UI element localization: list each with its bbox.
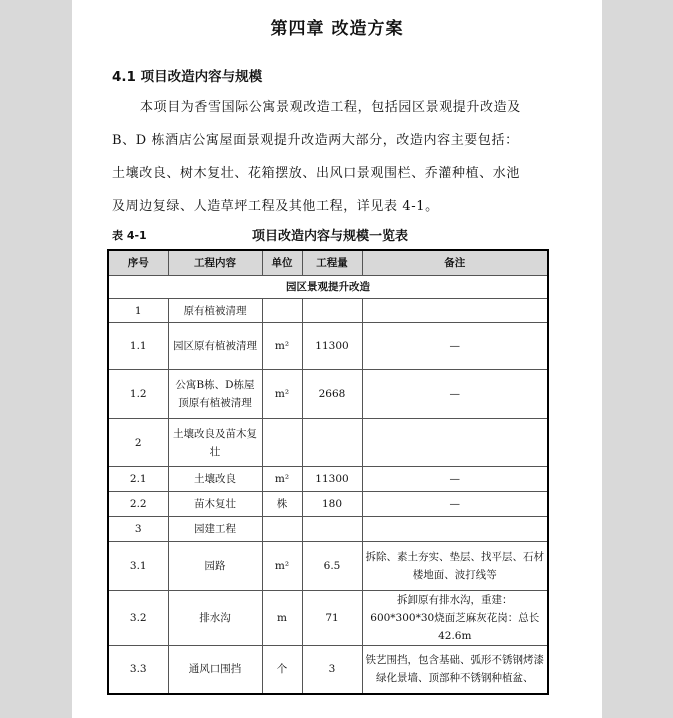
cell-no: 3 (108, 517, 168, 542)
cell-note: — (362, 323, 548, 370)
cell-qty: 180 (302, 492, 362, 517)
header-content: 工程内容 (168, 250, 262, 276)
cell-qty: 71 (302, 591, 362, 646)
cell-note: 拆除、素土夯实、垫层、找平层、石材楼地面、波打线等 (362, 542, 548, 591)
table-title: 项目改造内容与规模一览表 (252, 229, 409, 244)
table-row (108, 370, 548, 419)
cell-unit: 株 (262, 492, 302, 517)
table-row (108, 542, 548, 591)
cell-unit: m² (262, 542, 302, 591)
cell-content: 土壤改良及苗木复壮 (168, 419, 262, 467)
table-group-row (108, 276, 548, 299)
cell-unit: m² (262, 467, 302, 492)
cell-unit: 个 (262, 646, 302, 694)
table-header-row (108, 250, 548, 276)
cell-note: — (362, 492, 548, 517)
cell-unit (262, 419, 302, 467)
cell-no: 3.1 (108, 542, 168, 591)
cell-content: 苗木复壮 (168, 492, 262, 517)
table-row (108, 591, 548, 646)
cell-content: 园区原有植被清理 (168, 323, 262, 370)
cell-no: 3.3 (108, 646, 168, 694)
table-number: 表 4-1 (112, 229, 147, 242)
cell-qty (302, 517, 362, 542)
cell-note (362, 299, 548, 323)
cell-note (362, 517, 548, 542)
table-row (108, 467, 548, 492)
cell-unit: m² (262, 370, 302, 419)
cell-content: 通风口围挡 (168, 646, 262, 694)
cell-no: 3.2 (108, 591, 168, 646)
header-no: 序号 (108, 250, 168, 276)
cell-no: 2 (108, 419, 168, 467)
cell-no: 1.1 (108, 323, 168, 370)
cell-note: — (362, 370, 548, 419)
cell-unit (262, 517, 302, 542)
cell-unit: m² (262, 323, 302, 370)
section-title: 4.1 项目改造内容与规模 (112, 69, 263, 85)
cell-qty: 6.5 (302, 542, 362, 591)
cell-no: 1.2 (108, 370, 168, 419)
table-row (108, 299, 548, 323)
cell-unit: m (262, 591, 302, 646)
cell-no: 1 (108, 299, 168, 323)
cell-content: 园路 (168, 542, 262, 591)
table-row (108, 323, 548, 370)
table-row (108, 492, 548, 517)
cell-qty: 3 (302, 646, 362, 694)
cell-qty (302, 299, 362, 323)
paragraph-line: 本项目为香雪国际公寓景观改造工程，包括园区景观提升改造及 (140, 100, 521, 115)
cell-content: 原有植被清理 (168, 299, 262, 323)
scope-table (107, 249, 549, 695)
header-qty: 工程量 (302, 250, 362, 276)
cell-qty: 11300 (302, 323, 362, 370)
cell-content: 园建工程 (168, 517, 262, 542)
group-label: 园区景观提升改造 (108, 276, 548, 299)
cell-qty (302, 419, 362, 467)
cell-note (362, 419, 548, 467)
cell-no: 2.1 (108, 467, 168, 492)
table-row (108, 646, 548, 694)
cell-note: 铁艺围挡，包含基础、弧形不锈钢烤漆绿化景墙、顶部种不锈钢种植盆、 (362, 646, 548, 694)
document-page (72, 0, 602, 718)
cell-no: 2.2 (108, 492, 168, 517)
paragraph-line: B、D 栋酒店公寓屋面景观提升改造两大部分，改造内容主要包括： (112, 133, 519, 148)
paragraph-line: 及周边复绿、人造草坪工程及其他工程，详见表 4-1。 (112, 199, 439, 214)
paragraph-line: 土壤改良、树木复壮、花箱摆放、出风口景观围栏、乔灌种植、水池 (112, 166, 521, 181)
cell-content: 公寓B栋、D栋屋顶原有植被清理 (168, 370, 262, 419)
cell-note: 拆卸原有排水沟，重建：600*300*30烧面芝麻灰花岗：总长 42.6m (362, 591, 548, 646)
cell-qty: 11300 (302, 467, 362, 492)
cell-content: 排水沟 (168, 591, 262, 646)
chapter-title: 第四章 改造方案 (270, 19, 404, 39)
cell-qty: 2668 (302, 370, 362, 419)
cell-content: 土壤改良 (168, 467, 262, 492)
cell-unit (262, 299, 302, 323)
table-row (108, 517, 548, 542)
header-note: 备注 (362, 250, 548, 276)
header-unit: 单位 (262, 250, 302, 276)
cell-note: — (362, 467, 548, 492)
table-row (108, 419, 548, 467)
